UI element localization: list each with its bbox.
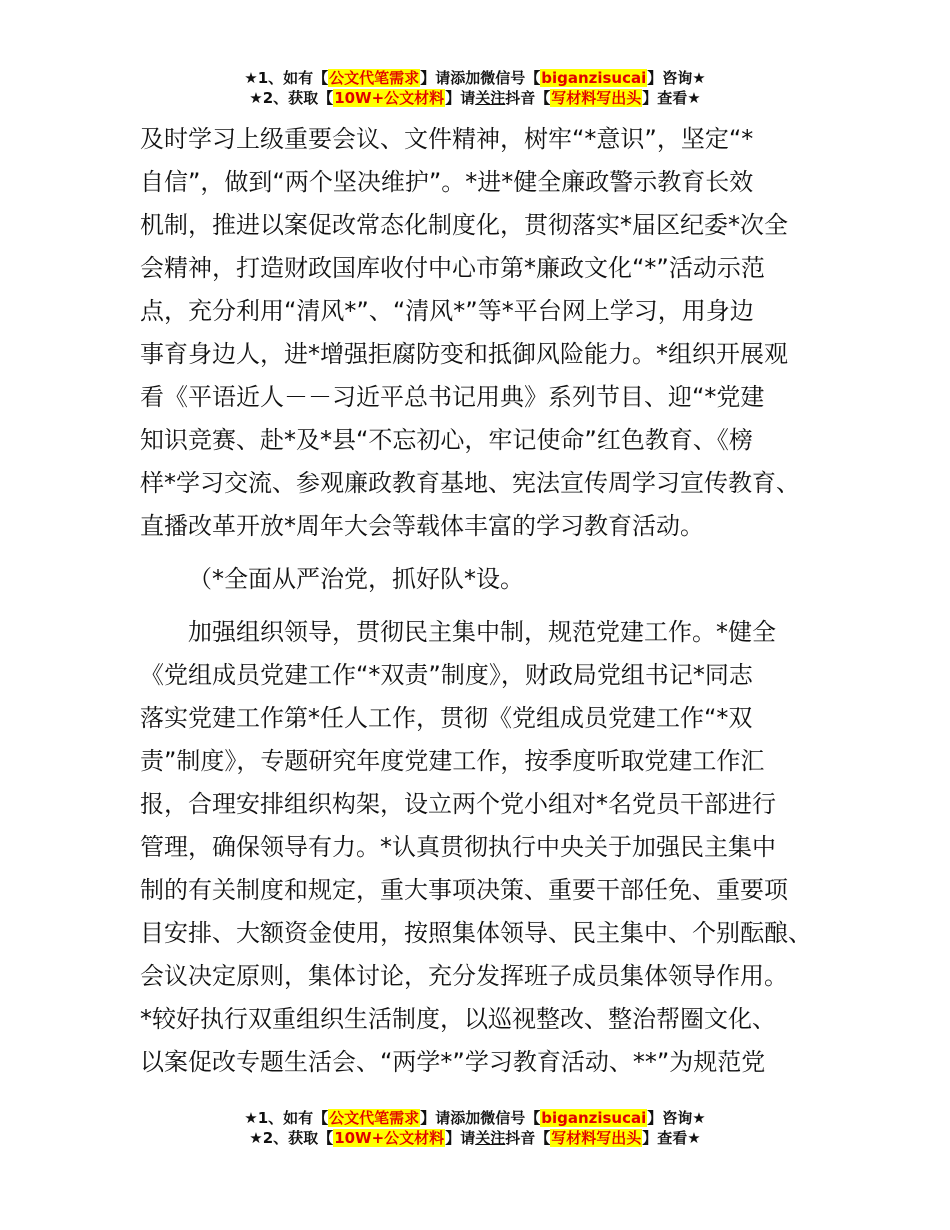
promo-highlight-service: 公文代笔需求 (329, 69, 420, 87)
text-line: 《党组成员党建工作“*双责”制度》，财政局党组书记*同志 (140, 661, 753, 689)
promo-line-1: ★1、如有【公文代笔需求】请添加微信号【biganzisucai】咨询★ (244, 69, 706, 87)
text-line: 管理，确保领导有力。*认真贯彻执行中央关于加强民主集中 (140, 833, 776, 861)
promo-highlight-wechat-id: biganzisucai (541, 1109, 647, 1127)
promo-line-2: ★2、获取【10W+公文材料】请关注抖音【写材料写出头】查看★ (249, 89, 701, 107)
text-line: 目安排、大额资金使用，按照集体领导、民主集中、个别酝酿、 (140, 919, 812, 947)
text-line: 知识竞赛、赴*及*县“不忘初心，牢记使命”红色教育、《榜 (140, 426, 753, 454)
promo-line-2: ★2、获取【10W+公文材料】请关注抖音【写材料写出头】查看★ (249, 1129, 701, 1147)
promo-highlight-materials: 10W+公文材料 (334, 89, 445, 107)
text-line: 加强组织领导，贯彻民主集中制，规范党建工作。*健全 (188, 618, 776, 646)
promo-highlight-wechat-id: biganzisucai (541, 69, 647, 87)
bottom-promo-banner (0, 1108, 950, 1148)
text-line: 报，合理安排组织构架，设立两个党小组对*名党员干部进行 (140, 790, 776, 818)
text-line: 责”制度》，专题研究年度党建工作，按季度听取党建工作汇 (140, 747, 765, 775)
promo-underlined-follow: 关注 (475, 89, 506, 107)
text-line: 以案促改专题生活会、“两学*”学习教育活动、**”为规范党 (140, 1048, 766, 1076)
promo-highlight-materials: 10W+公文材料 (334, 1129, 445, 1147)
text-line: 自信”，做到“两个坚决维护”。*进*健全廉政警示教育长效 (140, 168, 754, 196)
section-heading: （*全面从严治党，抓好队*设。 (188, 565, 524, 593)
text-line: 落实党建工作第*任人工作，贯彻《党组成员党建工作“*双 (140, 704, 753, 732)
promo-highlight-service: 公文代笔需求 (329, 1109, 420, 1127)
text-line: *较好执行双重组织生活制度，以巡视整改、整治帮圈文化、 (140, 1005, 776, 1033)
promo-highlight-account: 写材料写出头 (551, 1129, 642, 1147)
paragraph-1 (140, 118, 830, 548)
promo-line-1: ★1、如有【公文代笔需求】请添加微信号【biganzisucai】咨询★ (244, 1109, 706, 1127)
text-line: 及时学习上级重要会议、文件精神，树牢“*意识”，坚定“* (140, 125, 754, 153)
text-line: 事育身边人，进*增强拒腐防变和抵御风险能力。*组织开展观 (140, 340, 788, 368)
paragraph-2 (140, 611, 830, 1084)
text-line: 会精神，打造财政国库收付中心市第*廉政文化“*”活动示范 (140, 254, 765, 282)
text-line: 会议决定原则，集体讨论，充分发挥班子成员集体领导作用。 (140, 962, 788, 990)
text-line: 样*学习交流、参观廉政教育基地、宪法宣传周学习宣传教育、 (140, 469, 800, 497)
promo-underlined-follow: 关注 (475, 1129, 506, 1147)
text-line: 看《平语近人－－习近平总书记用典》系列节目、迎“*党建 (140, 383, 765, 411)
document-body (140, 118, 830, 1084)
text-line: 点，充分利用“清风*”、“清风*”等*平台网上学习，用身边 (140, 297, 754, 325)
text-line: 机制，推进以案促改常态化制度化，贯彻落实*届区纪委*次全 (140, 211, 788, 239)
promo-highlight-account: 写材料写出头 (551, 89, 642, 107)
text-line: 直播改革开放*周年大会等载体丰富的学习教育活动。 (140, 512, 704, 540)
top-promo-banner (0, 68, 950, 108)
text-line: 制的有关制度和规定，重大事项决策、重要干部任免、重要项 (140, 876, 788, 904)
